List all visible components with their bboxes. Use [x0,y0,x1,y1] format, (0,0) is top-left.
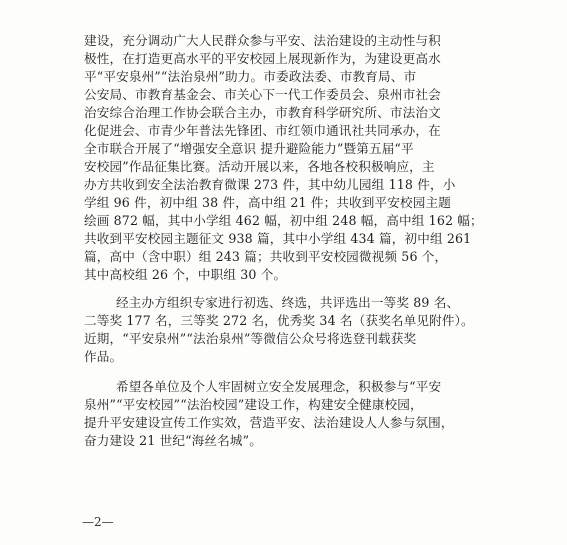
body-line: 经主办方组织专家进行初选、终选，共评选出一等奖 89 名、 [116,295,460,310]
page-number: —2— [82,515,114,529]
body-line: 希望各单位及个人牢固树立安全发展理念，积极参与“平安 [116,379,442,394]
body-line: 治安综合治理工作协会联合主办，市教育科学研究所、市法治文 [84,105,441,120]
body-line: 公安局、市教育基金会、市关心下一代工作委员会、泉州市社会 [84,87,441,102]
body-line: 化促进会、市青少年普法先锋团、市红领巾通讯社共同承办，在 [84,123,441,138]
body-line: 其中高校组 26 个，中职组 30 个。 [84,267,287,282]
body-line: 篇，高中（含中职）组 243 篇；共收到平安校园微视频 56 个， [84,249,448,264]
body-line: 建设，充分调动广大人民群众参与平安、法治建设的主动性与积 [84,33,441,48]
body-line: 近期，“平安泉州”“法治泉州”等微信公众号将选登刊载获奖 [84,331,417,346]
body-line: 绘画 872 幅，其中小学组 462 幅，初中组 248 幅，高中组 162 幅； [84,213,483,228]
body-line: 二等奖 177 名，三等奖 272 名，优秀奖 34 名（获奖名单见附件）。 [84,313,474,328]
body-line: 共收到平安校园主题征文 938 篇，其中小学组 434 篇，初中组 261 [84,231,472,246]
body-line: 安校园”作品征集比赛。活动开展以来，各地各校积极响应，主 [84,159,435,174]
body-line: 办方共收到安全法治教育微课 273 件，其中幼儿园组 118 件，小 [84,177,456,192]
body-line: 全市联合开展了“增强安全意识 提升避险能力”暨第五届“平 [84,141,414,156]
body-line: 平“平安泉州”“法治泉州”助力。市委政法委、市教育局、市 [84,69,417,84]
body-line: 泉州”“平安校园”“法治校园”建设工作，构建安全健康校园， [84,397,423,412]
body-line: 极性，在打造更高水平的平安校园上展现新作为，为建设更高水 [84,51,441,66]
body-line: 作品。 [84,349,123,364]
body-line: 提升平安建设宣传工作实效，营造平安、法治建设人人参与氛围， [84,415,454,430]
body-line: 奋力建设 21 世纪“海丝名城”。 [84,433,262,448]
body-line: 学组 96 件，初中组 38 件，高中组 21 件；共收到平安校园主题 [84,195,452,210]
